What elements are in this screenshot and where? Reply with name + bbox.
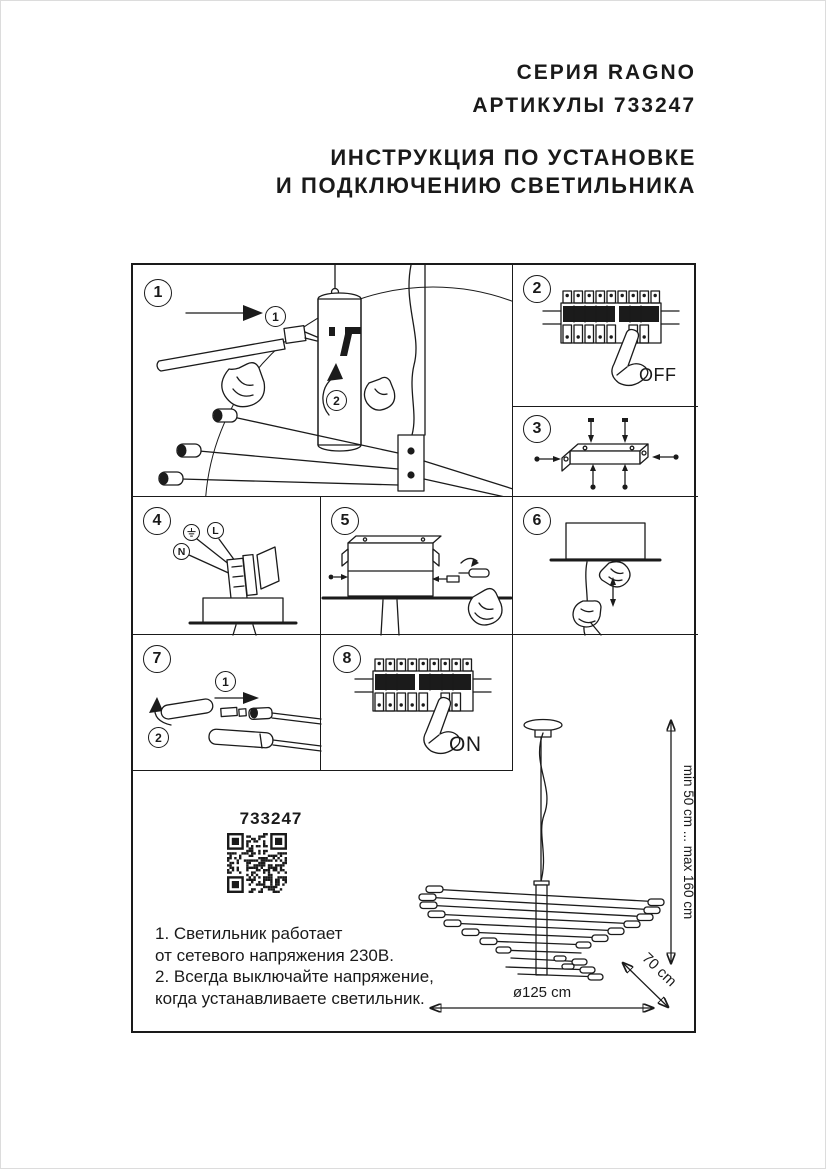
footer-article-number: 733247 [239,809,303,828]
mounting-bracket [562,444,648,471]
screw-icon [534,456,561,462]
step-1-panel [133,265,513,497]
step-1-drawing [133,265,513,497]
step-number-badge: 2 [523,275,551,303]
screwdriver-icon [459,558,489,577]
step-number-badge: 7 [143,645,171,673]
step-5-panel [321,497,513,635]
title-line-2: И ПОДКЛЮЧЕНИЮ СВЕТИЛЬНИКА [275,173,696,198]
height-dimension [671,721,696,963]
page-title [276,144,696,200]
step-number-badge: 4 [143,507,171,535]
rocker-band [375,674,415,690]
terminal-block [227,547,279,600]
note-line: когда устанавливаете светильник. [155,988,425,1008]
assembled-tube [209,729,321,751]
hand-icon [573,601,601,635]
step-number-badge: 8 [333,645,361,673]
screw-icon [590,464,596,490]
step-4-panel [133,497,321,635]
substep-2-badge: 2 [326,390,347,411]
rocker-band [419,674,471,690]
central-column [318,265,361,451]
lamp-arms [159,409,398,485]
qr-code [227,833,287,893]
earth-wire-badge [183,524,200,541]
step-3-panel [513,407,698,497]
step-number-badge: 1 [144,279,172,307]
step-number-badge: 3 [523,415,551,443]
note-line: от сетевого напряжения 230В. [155,945,394,965]
hand-icon [222,363,265,407]
screw-icon [329,574,348,580]
substep-1-badge: 1 [265,306,286,327]
canopy-box [566,523,645,559]
socket-connector [221,707,321,724]
lamp-tube-part [160,698,214,720]
earth-icon [187,528,196,537]
screw-icon [622,464,628,490]
step-2-panel [513,265,698,407]
series-title: СЕРИЯ RAGNO [516,61,696,84]
breaker-off-label: OFF [639,365,677,385]
insert-arrow-icon [186,305,263,321]
neutral-wire-label: N [173,543,190,560]
height-range-label: min 50 cm ... max 160 cm [681,764,696,920]
arm-length-label: 70 cm [638,949,680,991]
suspension-cable [398,265,513,497]
hand-icon [468,589,502,625]
step-number-badge: 5 [331,507,359,535]
article-title: АРТИКУЛЫ 733247 [472,94,696,117]
instruction-grid [131,263,696,1033]
arm-tube [157,326,317,371]
rocker-band [619,306,659,322]
substep-1-badge: 1 [215,671,236,692]
title-line-1: ИНСТРУКЦИЯ ПО УСТАНОВКЕ [330,145,696,170]
diameter-label: ø125 cm [512,984,572,1001]
canopy-box [342,536,441,596]
footer-notes [155,923,455,1009]
hand-icon [364,377,394,410]
breaker-modules [563,291,660,303]
screw-icon [588,418,594,443]
screw-icon [652,454,679,460]
step-number-badge: 6 [523,507,551,535]
ceiling-canopy [190,598,296,635]
screw-icon [432,576,459,582]
note-line: 2. Всегда выключайте напряжение, [155,967,434,986]
note-line: 1. Светильник работает [155,924,343,943]
breaker-on-label: ON [449,733,482,756]
header [472,56,696,122]
breaker-modules [375,659,472,671]
live-wire-label: L [207,522,224,539]
screw-icon [622,418,628,443]
step-7-panel [133,635,321,771]
step-6-panel [513,497,698,635]
diameter-dimension [431,984,653,1008]
substep-2-badge: 2 [148,727,169,748]
insert-arrow-icon [215,692,259,704]
